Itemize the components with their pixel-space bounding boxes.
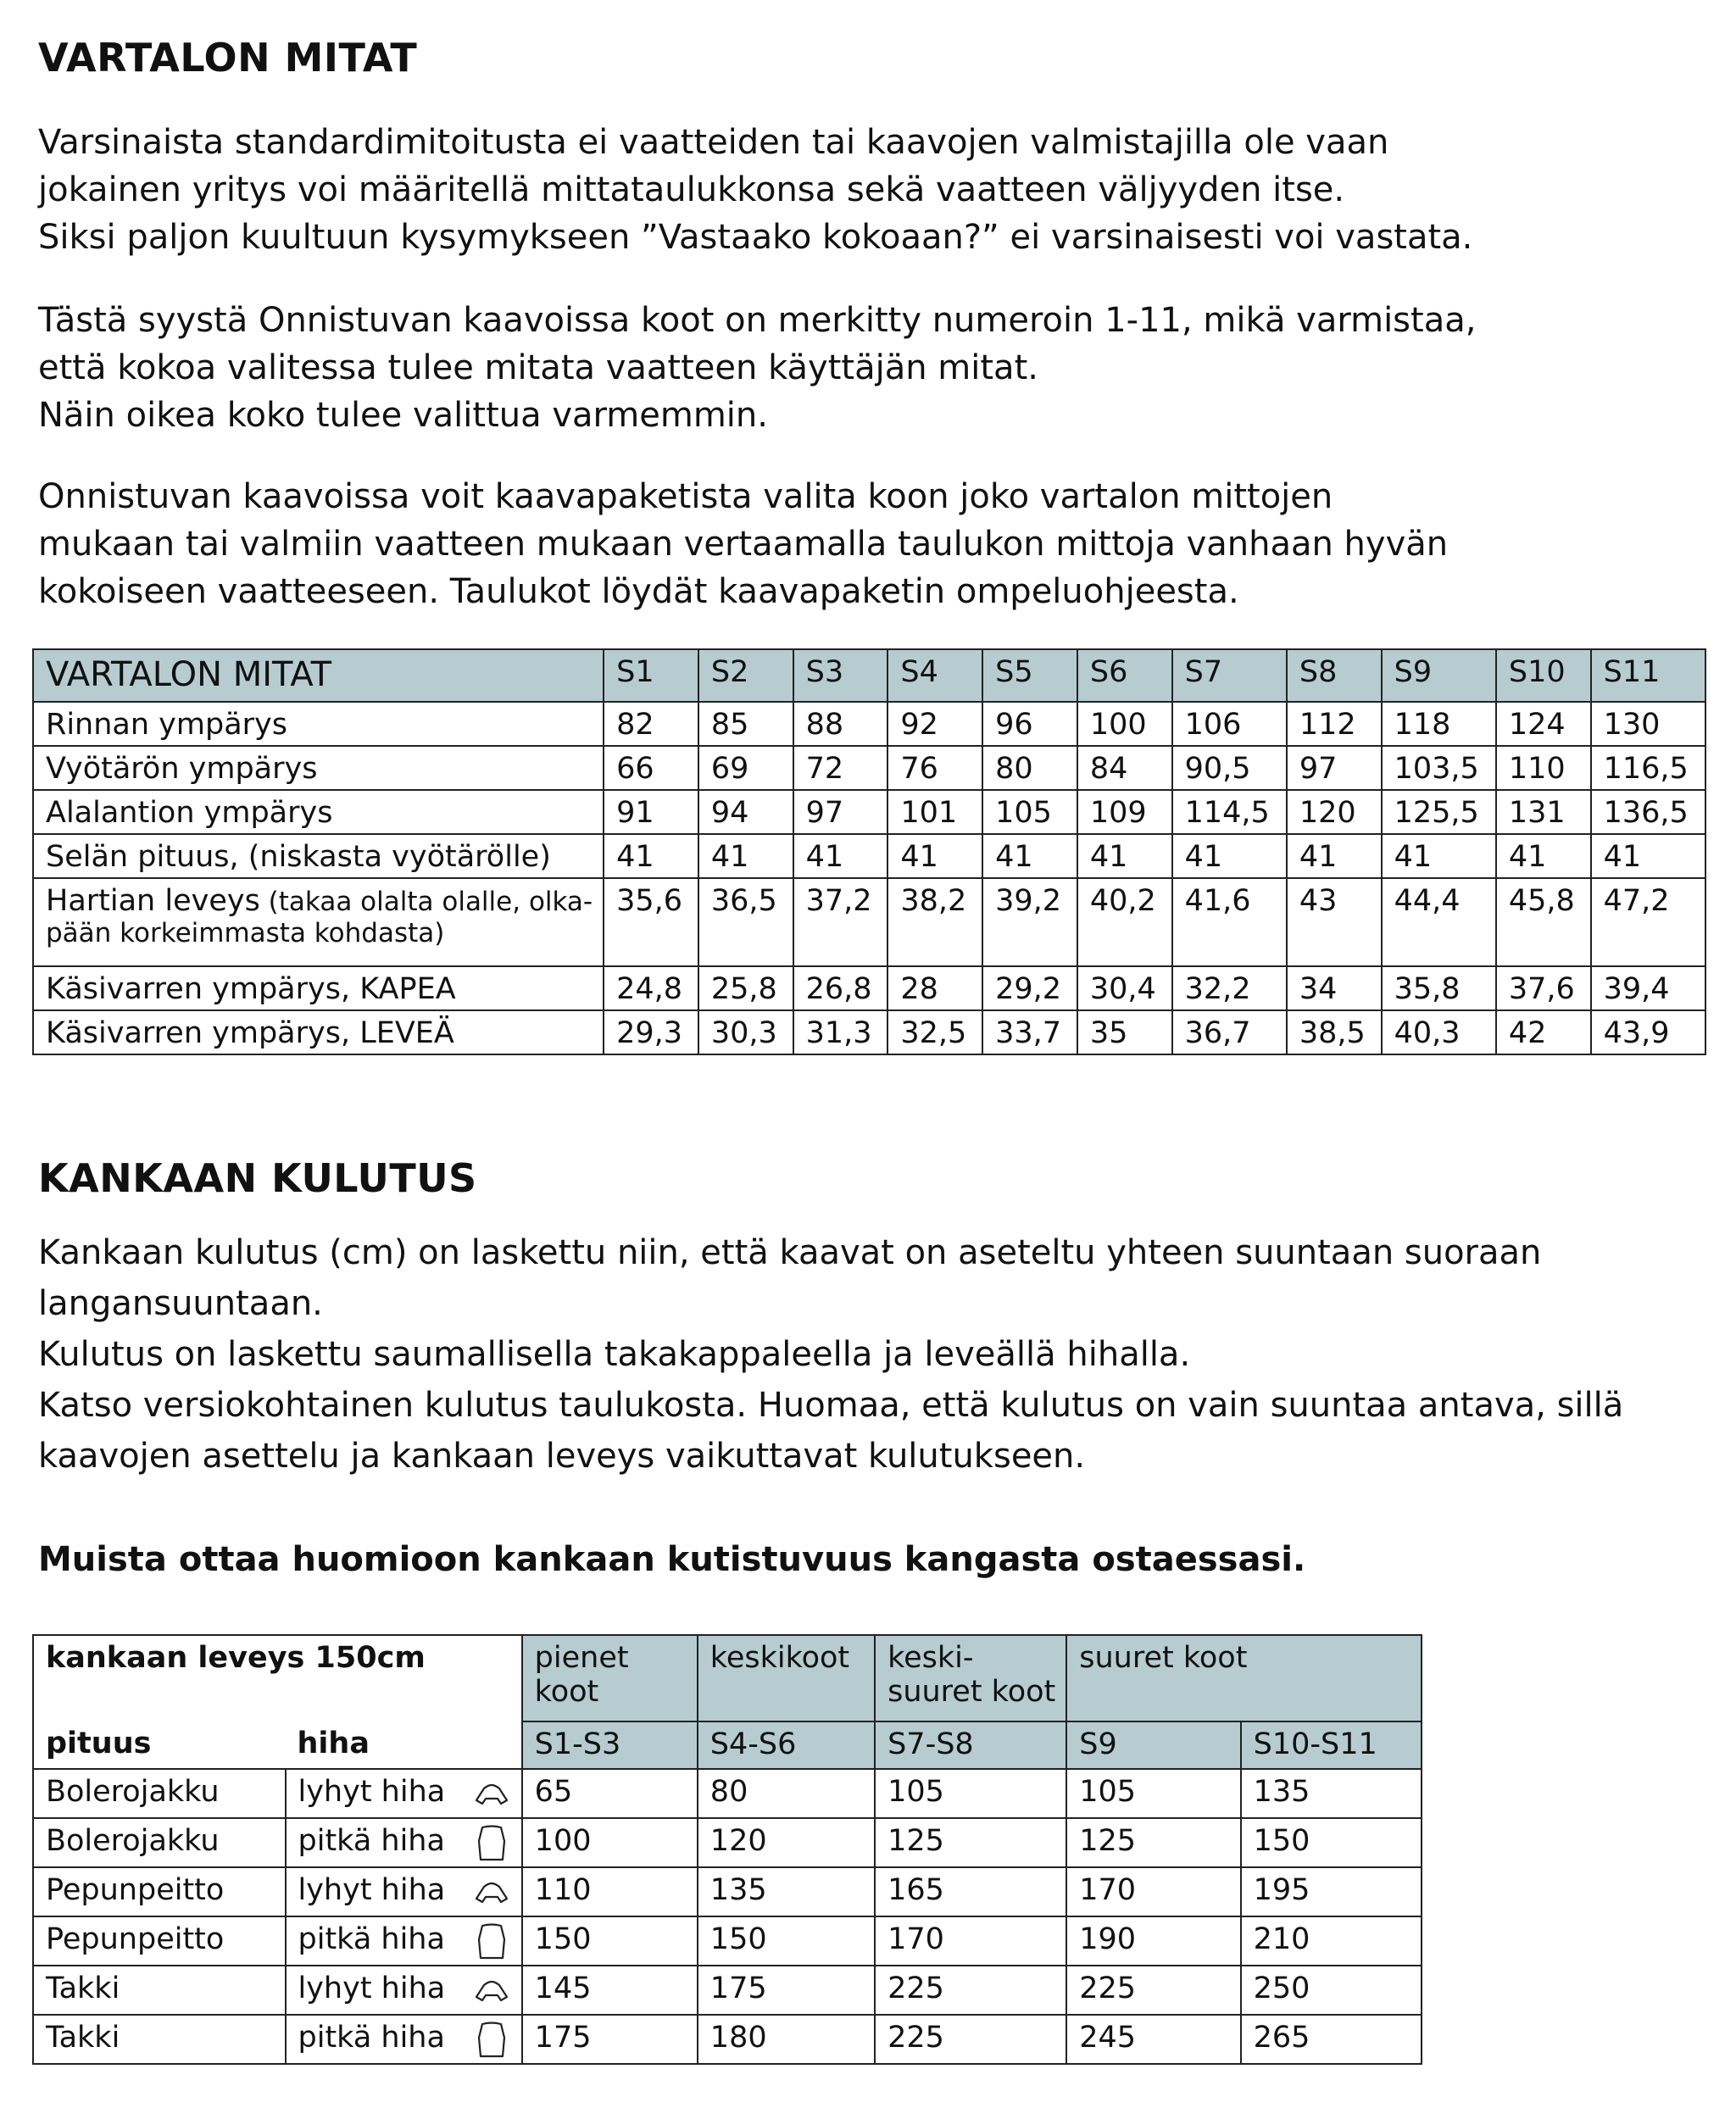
measurement-value: 82 — [604, 702, 698, 746]
sleeve-label: pitkä hiha — [298, 1922, 445, 1956]
measurement-value: 34 — [1287, 966, 1382, 1010]
size-group-small — [522, 1635, 698, 1721]
shrinkage-note: Muista ottaa huomioon kankaan kutistuvuus kangasta ostaessasi. — [38, 1540, 1306, 1579]
measurement-label — [33, 878, 604, 966]
measurement-value: 112 — [1287, 702, 1382, 746]
measurement-value: 91 — [604, 790, 698, 834]
measurement-value: 41 — [1382, 834, 1496, 878]
text-line: kaavojen asettelu ja kankaan leveys vaikuttavat kulutukseen. — [38, 1437, 1086, 1476]
garment-name: Pepunpeitto — [33, 1916, 286, 1966]
measurement-value: 41 — [793, 834, 888, 878]
text-line: Katso versiokohtainen kulutus taulukosta. Huomaa, että kulutus on vain suuntaa antava, sillä — [38, 1386, 1624, 1425]
measurement-value: 37,6 — [1496, 966, 1591, 1010]
group-line: pienet — [534, 1641, 629, 1675]
measurement-label: Selän pituus, (niskasta vyötärölle) — [33, 834, 604, 878]
sleeve-label: lyhyt hiha — [298, 1775, 446, 1809]
measurement-value: 41 — [604, 834, 698, 878]
consumption-value: 120 — [698, 1818, 875, 1867]
size-header: S5 — [982, 649, 1077, 702]
consumption-value: 175 — [522, 2015, 698, 2064]
short-sleeve-icon — [472, 1972, 511, 2011]
consumption-value: 170 — [875, 1916, 1066, 1966]
measurement-value: 29,3 — [604, 1010, 698, 1054]
measurement-value: 69 — [698, 746, 793, 790]
section-title-body-measurements: VARTALON MITAT — [38, 35, 418, 81]
table-row — [33, 1966, 1422, 2015]
body-measurements-table — [32, 648, 1706, 1055]
measurement-value: 33,7 — [982, 1010, 1077, 1054]
table-row — [33, 2015, 1422, 2064]
size-range: S10-S11 — [1241, 1721, 1422, 1769]
measurement-value: 106 — [1172, 702, 1287, 746]
group-line: keskikoot — [709, 1641, 850, 1675]
measurement-value: 42 — [1496, 1010, 1591, 1054]
measurement-value: 39,4 — [1591, 966, 1705, 1010]
measurement-value: 41 — [698, 834, 793, 878]
text-line: Tästä syystä Onnistuvan kaavoissa koot on merkitty numeroin 1-11, mikä varmistaa, — [38, 301, 1477, 340]
consumption-value: 265 — [1241, 2015, 1422, 2064]
consumption-value: 210 — [1241, 1916, 1422, 1966]
measurement-value: 80 — [982, 746, 1077, 790]
label-text: Hartian leveys — [46, 884, 260, 918]
long-sleeve-icon — [472, 2021, 511, 2060]
size-group-large — [1066, 1635, 1422, 1721]
consumption-value: 80 — [698, 1769, 875, 1818]
size-range-row — [33, 1721, 1422, 1769]
text-line: jokainen yritys voi määritellä mittataulukkonsa sekä vaatteen väljyyden itse. — [38, 170, 1345, 209]
sleeve-type — [286, 1818, 522, 1867]
measurement-value: 24,8 — [604, 966, 698, 1010]
size-header: S8 — [1287, 649, 1382, 702]
measurement-value: 100 — [1077, 702, 1172, 746]
measurement-label: Käsivarren ympärys, LEVEÄ — [33, 1010, 604, 1054]
measurement-value: 25,8 — [698, 966, 793, 1010]
measurement-value: 131 — [1496, 790, 1591, 834]
group-line: suuret koot — [887, 1675, 1056, 1709]
measurement-value: 94 — [698, 790, 793, 834]
intro-paragraph-1 — [38, 119, 1472, 261]
measurement-value: 44,4 — [1382, 878, 1496, 966]
measurement-value: 118 — [1382, 702, 1496, 746]
consumption-value: 100 — [522, 1818, 698, 1867]
measurement-value: 43,9 — [1591, 1010, 1705, 1054]
size-header: S6 — [1077, 649, 1172, 702]
garment-name: Pepunpeitto — [33, 1867, 286, 1916]
measurement-value: 41 — [887, 834, 982, 878]
garment-name: Bolerojakku — [33, 1769, 286, 1818]
measurement-label: Vyötärön ympärys — [33, 746, 604, 790]
garment-name: Bolerojakku — [33, 1818, 286, 1867]
measurement-value: 41 — [1172, 834, 1287, 878]
fabric-width-label: kankaan leveys 150cm — [33, 1635, 522, 1721]
size-header: S10 — [1496, 649, 1591, 702]
sleeve-type — [286, 2015, 522, 2064]
size-header: S11 — [1591, 649, 1705, 702]
table-row — [33, 702, 1705, 746]
consumption-value: 180 — [698, 2015, 875, 2064]
measurement-value: 105 — [982, 790, 1077, 834]
measurement-value: 37,2 — [793, 878, 888, 966]
consumption-value: 225 — [875, 2015, 1066, 2064]
consumption-value: 225 — [875, 1966, 1066, 2015]
table-row — [33, 834, 1705, 878]
consumption-value: 135 — [1241, 1769, 1422, 1818]
measurement-value: 47,2 — [1591, 878, 1705, 966]
measurement-value: 43 — [1287, 878, 1382, 966]
consumption-value: 150 — [698, 1916, 875, 1966]
measurement-value: 40,2 — [1077, 878, 1172, 966]
sleeve-type — [286, 1769, 522, 1818]
measurement-value: 32,2 — [1172, 966, 1287, 1010]
short-sleeve-icon — [472, 1873, 511, 1912]
measurement-value: 84 — [1077, 746, 1172, 790]
measurement-value: 97 — [1287, 746, 1382, 790]
measurement-value: 110 — [1496, 746, 1591, 790]
measurement-value: 124 — [1496, 702, 1591, 746]
measurement-value: 35,6 — [604, 878, 698, 966]
table-row — [33, 790, 1705, 834]
sleeve-type — [286, 1916, 522, 1966]
sleeve-label: lyhyt hiha — [298, 1972, 446, 2005]
measurement-value: 36,5 — [698, 878, 793, 966]
measurement-value: 114,5 — [1172, 790, 1287, 834]
consumption-value: 245 — [1066, 2015, 1240, 2064]
table-row — [33, 1010, 1705, 1054]
measurement-value: 35,8 — [1382, 966, 1496, 1010]
measurement-value: 26,8 — [793, 966, 888, 1010]
table-header-row — [33, 649, 1705, 702]
measurement-value: 125,5 — [1382, 790, 1496, 834]
column-label-length: pituus — [33, 1721, 286, 1769]
measurement-value: 41 — [1287, 834, 1382, 878]
long-sleeve-icon — [472, 1922, 511, 1961]
measurement-value: 30,3 — [698, 1010, 793, 1054]
size-header: S4 — [887, 649, 982, 702]
consumption-value: 105 — [1066, 1769, 1240, 1818]
text-line: Siksi paljon kuultuun kysymykseen ”Vastaako kokoaan?” ei varsinaisesti voi vastata. — [38, 218, 1473, 257]
short-sleeve-icon — [472, 1775, 511, 1814]
consumption-value: 250 — [1241, 1966, 1422, 2015]
consumption-value: 175 — [698, 1966, 875, 2015]
measurement-value: 88 — [793, 702, 888, 746]
text-line: Onnistuvan kaavoissa voit kaavapaketista valita koon joko vartalon mittojen — [38, 477, 1333, 516]
size-range: S1-S3 — [522, 1721, 698, 1769]
consumption-value: 150 — [1241, 1818, 1422, 1867]
garment-name: Takki — [33, 1966, 286, 2015]
header-label: VARTALON MITAT — [33, 649, 604, 702]
table-row — [33, 746, 1705, 790]
consumption-value: 65 — [522, 1769, 698, 1818]
consumption-value: 125 — [875, 1818, 1066, 1867]
consumption-value: 190 — [1066, 1916, 1240, 1966]
label-note: pään korkeimmasta kohdasta) — [46, 918, 445, 948]
measurement-value: 72 — [793, 746, 888, 790]
garment-name: Takki — [33, 2015, 286, 2064]
consumption-value: 225 — [1066, 1966, 1240, 2015]
measurement-value: 90,5 — [1172, 746, 1287, 790]
sleeve-label: pitkä hiha — [298, 1824, 445, 1858]
text-line: Varsinaista standardimitoitusta ei vaatteiden tai kaavojen valmistajilla ole vaan — [38, 123, 1389, 162]
size-range: S4-S6 — [698, 1721, 875, 1769]
size-group-medium-large — [875, 1635, 1066, 1721]
label-note: (takaa olalta olalle, olka- — [259, 887, 593, 917]
measurement-value: 85 — [698, 702, 793, 746]
table-row — [33, 1769, 1422, 1818]
measurement-value: 40,3 — [1382, 1010, 1496, 1054]
measurement-value: 41,6 — [1172, 878, 1287, 966]
long-sleeve-icon — [472, 1824, 511, 1863]
measurement-label: Alalantion ympärys — [33, 790, 604, 834]
size-header: S9 — [1382, 649, 1496, 702]
table-row — [33, 1916, 1422, 1966]
text-line: mukaan tai valmiin vaatteen mukaan vertaamalla taulukon mittoja vanhaan hyvän — [38, 525, 1449, 564]
text-line: että kokoa valitessa tulee mitata vaatteen käyttäjän mitat. — [38, 348, 1038, 387]
text-line: Näin oikea koko tulee valittua varmemmin. — [38, 396, 768, 435]
measurement-value: 130 — [1591, 702, 1705, 746]
measurement-value: 96 — [982, 702, 1077, 746]
measurement-value: 76 — [887, 746, 982, 790]
measurement-value: 45,8 — [1496, 878, 1591, 966]
fabric-paragraph — [38, 1227, 1623, 1482]
group-line: suuret koot — [1079, 1641, 1248, 1675]
fabric-consumption-table — [32, 1634, 1422, 2065]
consumption-value: 195 — [1241, 1867, 1422, 1916]
measurement-value: 41 — [1496, 834, 1591, 878]
consumption-value: 145 — [522, 1966, 698, 2015]
consumption-value: 110 — [522, 1867, 698, 1916]
measurement-value: 116,5 — [1591, 746, 1705, 790]
size-header: S2 — [698, 649, 793, 702]
text-line: kokoiseen vaatteeseen. Taulukot löydät kaavapaketin ompeluohjeesta. — [38, 572, 1239, 611]
consumption-value: 125 — [1066, 1818, 1240, 1867]
text-line: langansuuntaan. — [38, 1284, 323, 1323]
intro-paragraph-2 — [38, 297, 1476, 439]
group-line: keski- — [887, 1641, 974, 1675]
text-line: Kankaan kulutus (cm) on laskettu niin, että kaavat on aseteltu yhteen suuntaan suoraan — [38, 1233, 1542, 1272]
measurement-value: 101 — [887, 790, 982, 834]
consumption-value: 170 — [1066, 1867, 1240, 1916]
measurement-value: 32,5 — [887, 1010, 982, 1054]
measurement-value: 41 — [982, 834, 1077, 878]
consumption-value: 150 — [522, 1916, 698, 1966]
table-row — [33, 878, 1705, 966]
measurement-value: 66 — [604, 746, 698, 790]
measurement-value: 41 — [1077, 834, 1172, 878]
section-title-fabric-consumption: KANKAAN KULUTUS — [38, 1155, 477, 1201]
measurement-value: 92 — [887, 702, 982, 746]
measurement-value: 35 — [1077, 1010, 1172, 1054]
measurement-value: 109 — [1077, 790, 1172, 834]
measurement-value: 41 — [1591, 834, 1705, 878]
consumption-value: 105 — [875, 1769, 1066, 1818]
measurement-value: 103,5 — [1382, 746, 1496, 790]
measurement-value: 120 — [1287, 790, 1382, 834]
sleeve-type — [286, 1966, 522, 2015]
measurement-value: 39,2 — [982, 878, 1077, 966]
size-group-medium — [698, 1635, 875, 1721]
measurement-value: 31,3 — [793, 1010, 888, 1054]
size-header: S7 — [1172, 649, 1287, 702]
size-range: S9 — [1066, 1721, 1240, 1769]
measurement-label: Rinnan ympärys — [33, 702, 604, 746]
consumption-value: 135 — [698, 1867, 875, 1916]
measurement-label: Käsivarren ympärys, KAPEA — [33, 966, 604, 1010]
group-line: koot — [534, 1675, 599, 1709]
measurement-value: 28 — [887, 966, 982, 1010]
measurement-value: 97 — [793, 790, 888, 834]
sleeve-label: pitkä hiha — [298, 2021, 445, 2055]
measurement-value: 30,4 — [1077, 966, 1172, 1010]
measurement-value: 38,5 — [1287, 1010, 1382, 1054]
size-header: S1 — [604, 649, 698, 702]
measurement-value: 36,7 — [1172, 1010, 1287, 1054]
intro-paragraph-3 — [38, 473, 1448, 615]
table-row — [33, 966, 1705, 1010]
table-row — [33, 1867, 1422, 1916]
sleeve-type — [286, 1867, 522, 1916]
sleeve-label: lyhyt hiha — [298, 1873, 446, 1907]
measurement-value: 29,2 — [982, 966, 1077, 1010]
text-line: Kulutus on laskettu saumallisella takakappaleella ja leveällä hihalla. — [38, 1335, 1191, 1374]
consumption-value: 165 — [875, 1867, 1066, 1916]
table-row — [33, 1818, 1422, 1867]
measurement-value: 38,2 — [887, 878, 982, 966]
measurement-value: 136,5 — [1591, 790, 1705, 834]
group-header-row — [33, 1635, 1422, 1721]
size-header: S3 — [793, 649, 888, 702]
size-range: S7-S8 — [875, 1721, 1066, 1769]
column-label-sleeve: hiha — [286, 1721, 522, 1769]
